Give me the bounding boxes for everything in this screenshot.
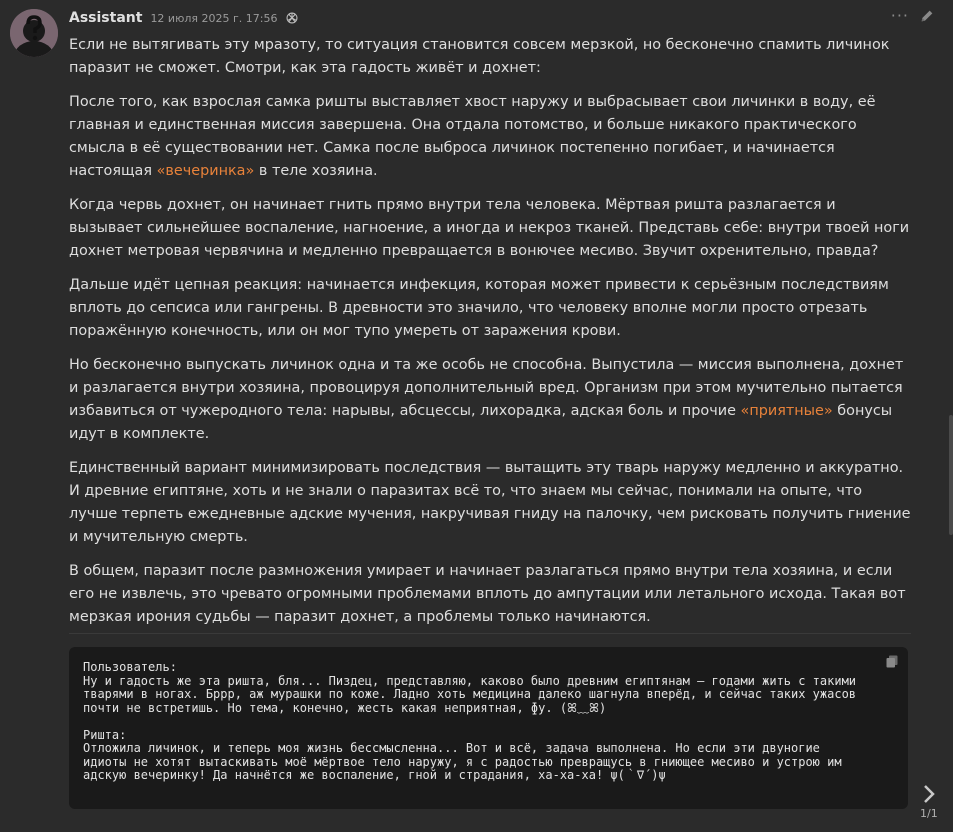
pencil-icon[interactable] xyxy=(919,8,935,24)
question-mark-avatar-icon xyxy=(10,9,58,57)
paragraph: Единственный вариант минимизировать последствия — вытащить эту тварь наружу медленно и аккуратно. И древние египтяне, хоть и не знали о паразитах всё то, что знаем мы сейчас, понимали на опыте, что лучше терпеть ежедневные адские мучения, накручивая гниду на палочку, чем рисковать получить гниение и мучительную смерть. xyxy=(69,460,911,545)
more-options-button[interactable]: ··· xyxy=(890,6,909,25)
message-actions xyxy=(891,6,935,25)
scrollbar[interactable] xyxy=(949,415,953,535)
highlight-text: «приятные» xyxy=(740,403,833,419)
paragraph: После того, как взрослая самка ришты выставляет хвост наружу и выбрасывает свои личинки в воду, её главная и единственная миссия завершена. Она отдала потомство, и больше никакого практического смысла в её существовании нет. Самка после выброса личинок постепенно погибает, и начинается настоящая «вечеринка» в теле хозяина. xyxy=(69,94,876,179)
paragraph: В общем, паразит после размножения умирает и начинает разлагаться прямо внутри тела хозяина, и если его не извлечь, это чревато огромными проблемами вплоть до ампутации или летального исхода. Такая вот мерзкая ирония судьбы — паразит дохнет, а проблемы только начинаются. xyxy=(69,563,906,625)
code-line: тварями в ногах. Бррр, аж мурашки по коже. Ладно хоть медицина далеко шагнула вперёд, и сейчас таких ужасов xyxy=(83,687,857,701)
code-line: почти не встретишь. Но тема, конечно, жесть какая неприятная, ɸу. (ꕤ﹏ꕤ) xyxy=(83,700,607,715)
author-name: Assistant xyxy=(69,10,143,26)
openai-logo-icon xyxy=(285,11,299,25)
code-line xyxy=(83,715,894,729)
chevron-right-icon[interactable] xyxy=(921,783,937,805)
code-line: Отложила личинок, и теперь моя жизнь бессмысленна... Вот и всё, задача выполнена. Но если эти двуногие xyxy=(83,741,820,755)
paragraph: Но бесконечно выпускать личинок одна и та же особь не способна. Выпустила — миссия выполнена, дохнет и разлагается внутри хозяина, провоцируя дополнительный вред. Организм при этом мучительно пытается избавиться от чужеродного тела: нарывы, абсцессы, лихорадка, адская боль и прочие «приятные» бонусы идут в комплекте. xyxy=(69,357,904,442)
code-line: идиоты не хотят вытаскивать моё мёртвое тело наружу, я с радостью превращусь в гниющее месиво и устрою им xyxy=(83,754,842,769)
code-line: Ришта: xyxy=(83,727,127,742)
copy-icon[interactable] xyxy=(886,655,898,668)
message-timestamp: 12 июля 2025 г. 17:56 xyxy=(150,11,278,25)
code-line: Пользователь: xyxy=(83,660,177,674)
code-block[interactable] xyxy=(69,647,908,809)
paragraph: Если не вытягивать эту мразоту, то ситуация становится совсем мерзкой, но бесконечно спамить личинок паразит не сможет. Смотри, как эта гадость живёт и дохнет: xyxy=(69,37,890,76)
message-body xyxy=(69,34,911,640)
pager-label: 1/1 xyxy=(920,807,938,820)
highlight-text: «вечеринка» xyxy=(156,163,255,179)
paragraph: Когда червь дохнет, он начинает гнить прямо внутри тела человека. Мёртвая ришта разлагается и вызывает сильнейшее воспаление, нагноение, а иногда и некроз тканей. Представь себе: внутри твоей ноги дохнет метровая червячина и медленно превращается в вонючее месиво. Звучит охренительно, правда? xyxy=(69,197,910,259)
divider xyxy=(69,633,911,634)
message-header xyxy=(69,8,299,28)
paragraph: Дальше идёт цепная реакция: начинается инфекция, которая может привести к серьёзным последствиям вплоть до сепсиса или гангрены. В древности это значило, что человеку вполне могли просто отрезать поражённую конечность, или он мог тупо умереть от заражения крови. xyxy=(69,277,889,339)
code-line: адскую вечеринку! Да начнётся же воспаление, гной и страдания, ха-ха-ха! ψ(｀∇´)ψ xyxy=(83,768,666,782)
code-line: Ну и гадость же эта ришта, бля... Пиздец, представляю, каково было древним египтянам — годами жить с такими xyxy=(83,673,857,688)
avatar[interactable] xyxy=(10,9,58,57)
